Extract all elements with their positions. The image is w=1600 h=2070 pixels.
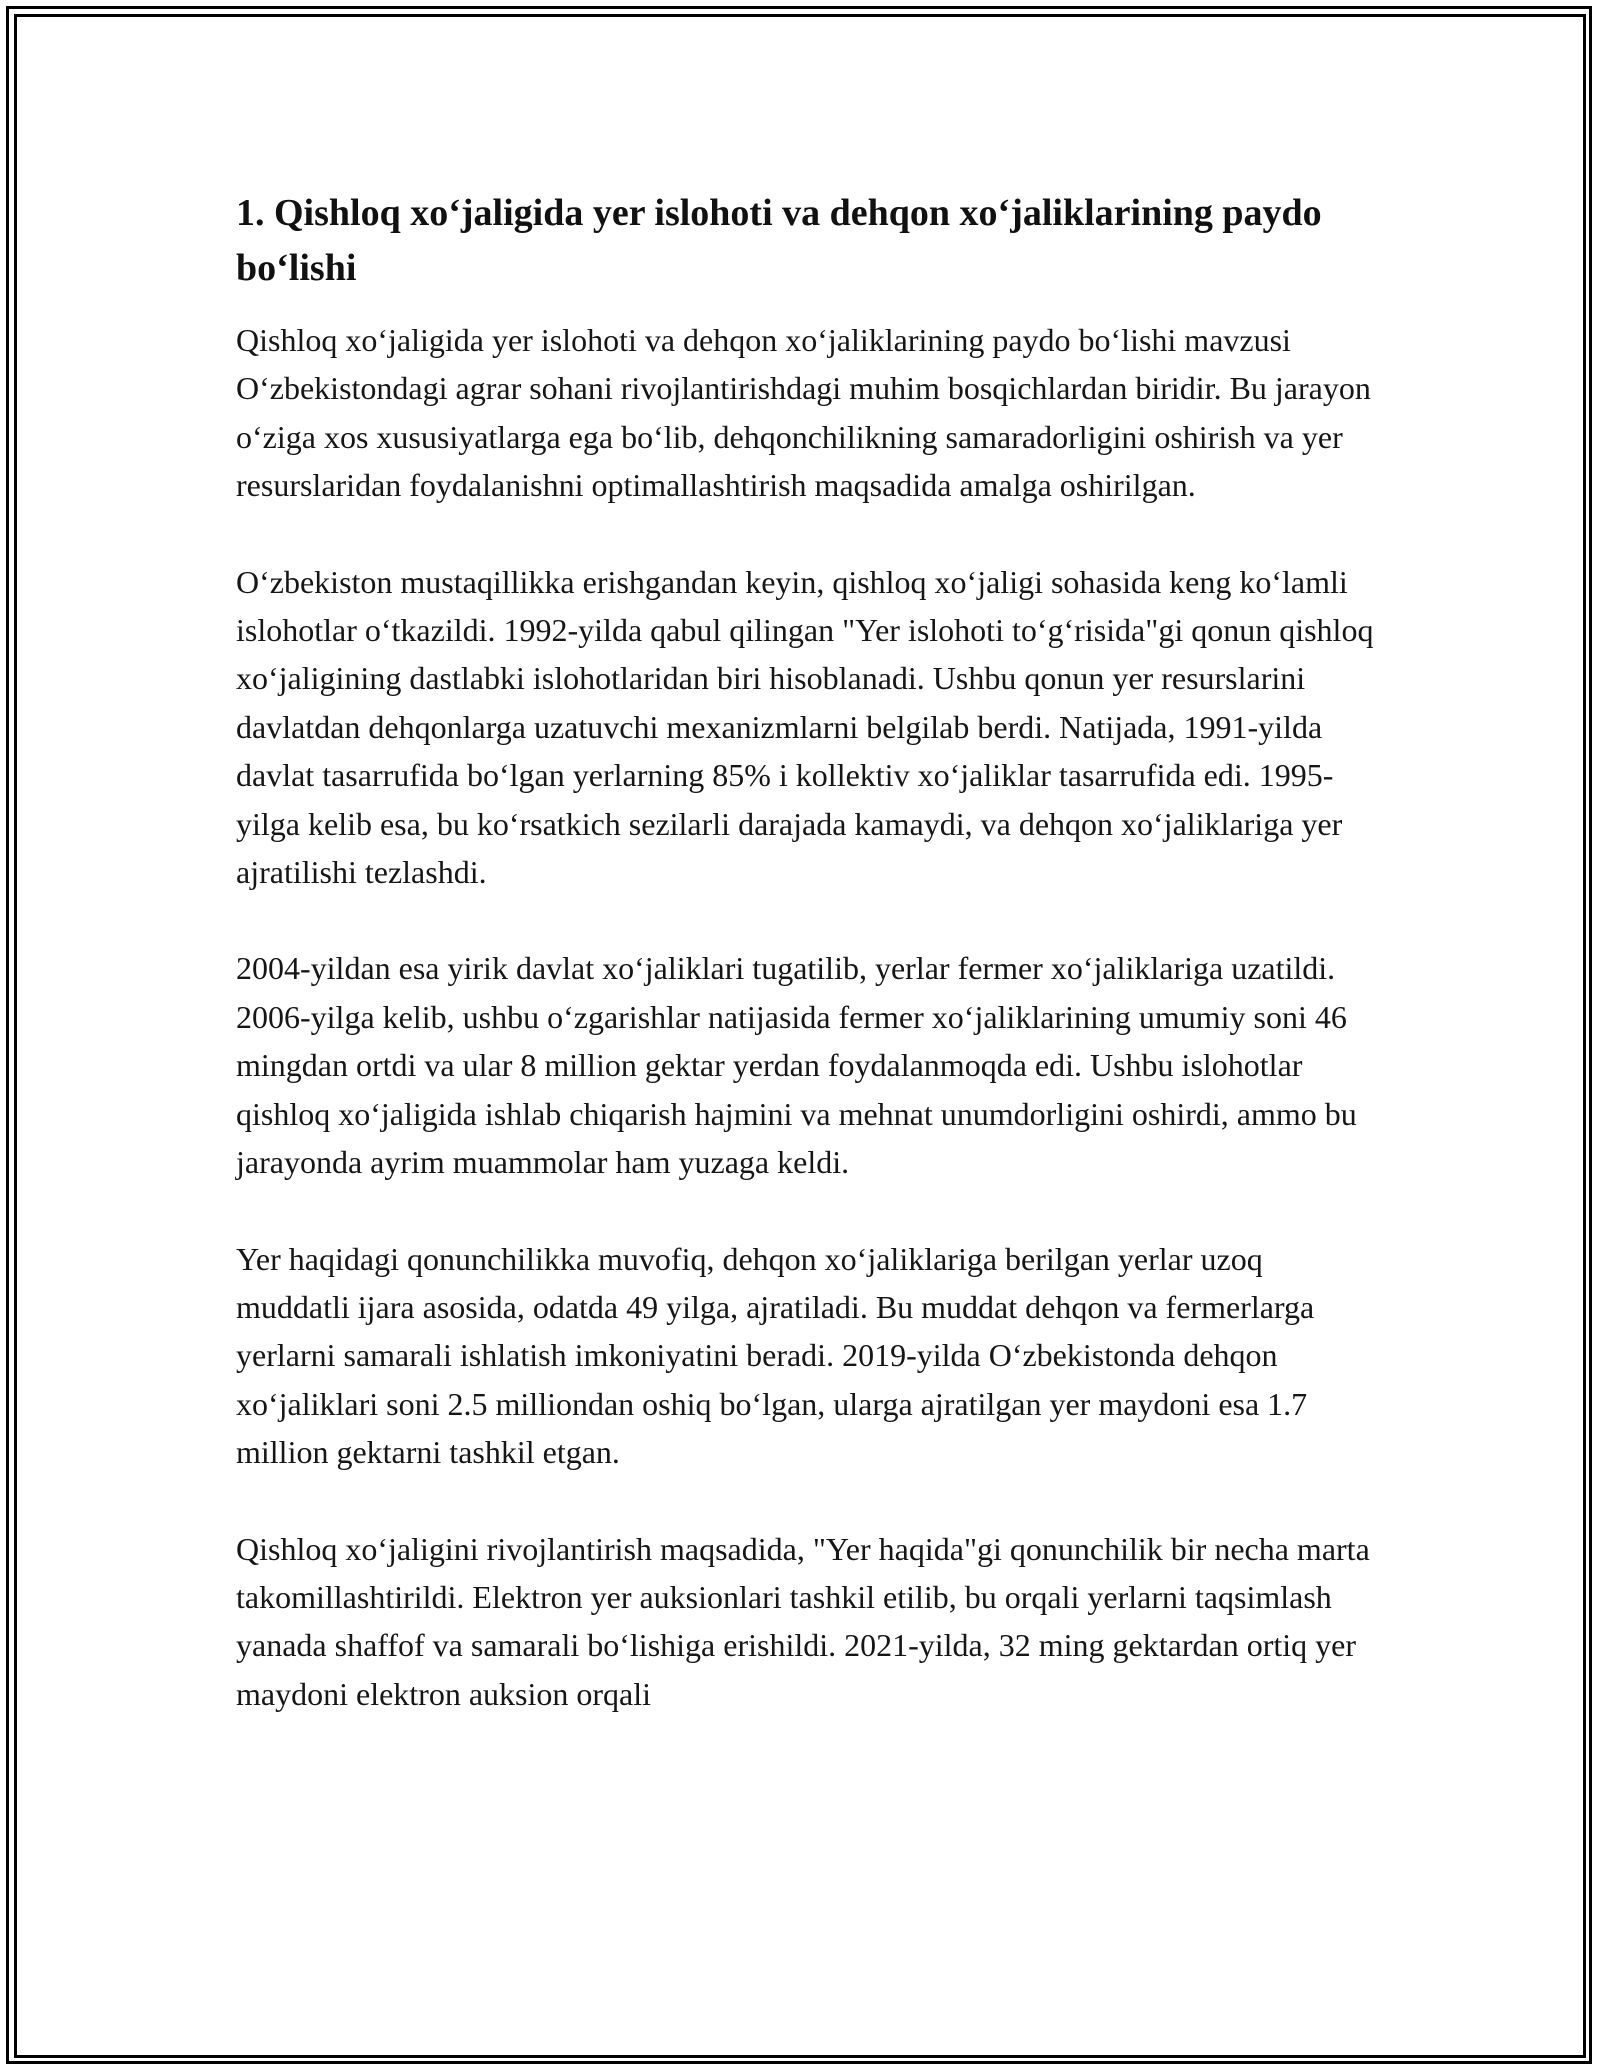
paragraph-3: 2004-yildan esa yirik davlat xo‘jaliklari tugatilib, yerlar fermer xo‘jaliklariga uzatildi. 2006-yilga kelib, ushbu o‘zgarishlar natijasida fermer xo‘jaliklarining umumiy soni 46 mingdan ortdi va ular 8 million gektar yerdan foydalanmoqda edi. Ushbu islohotlar qishloq xo‘jaligida ishlab chiqarish hajmini va mehnat unumdorligini oshirdi, ammo bu jarayonda ayrim muammolar ham yuzaga keldi. (236, 950, 1357, 1181)
paragraph-5: Qishloq xo‘jaligini rivojlantirish maqsadida, "Yer haqida"gi qonunchilik bir necha marta takomillashtirildi. Elektron yer auksionlari tashkil etilib, bu orqali yerlarni taqsimlash yanada shaffof va samarali bo‘lishiga erishildi. 2021-yilda, 32 ming gektardan ortiq yer maydoni elektron auksion orqali (236, 1530, 1370, 1712)
paragraph-2: O‘zbekiston mustaqillikka erishgandan keyin, qishloq xo‘jaligi sohasida keng ko‘lamli islohotlar o‘tkazildi. 1992-yilda qabul qilingan "Yer islohoti to‘g‘risida"gi qonun qishloq xo‘jaligining dastlabki islohotlaridan biri hisoblanadi. Ushbu qonun yer resurslarini davlatdan dehqonlarga uzatuvchi mexanizmlarni belgilab berdi. Natijada, 1991-yilda davlat tasarrufida bo‘lgan yerlarning 85% i kollektiv xo‘jaliklar tasarrufida edi. 1995-yilga kelib esa, bu ko‘rsatkich sezilarli darajada kamaydi, va dehqon xo‘jaliklariga yer ajratilishi tezlashdi. (236, 563, 1374, 891)
paragraph-4: Yer haqidagi qonunchilikka muvofiq, dehqon xo‘jaliklariga berilgan yerlar uzoq muddatli ijara asosida, odatda 49 yilga, ajratiladi. Bu muddat dehqon va fermerlarga yerlarni samarali ishlatish imkoniyatini beradi. 2019-yilda O‘zbekistonda dehqon xo‘jaliklari soni 2.5 milliondan oshiq bo‘lgan, ularga ajratilgan yer maydoni esa 1.7 million gektarni tashkil etgan. (236, 1240, 1315, 1471)
section-heading: 1. Qishloq xo‘jaligida yer islohoti va dehqon xo‘jaliklarining paydo bo‘lishi (236, 192, 1322, 289)
document-page (236, 186, 1376, 1718)
paragraph-1: Qishloq xo‘jaligida yer islohoti va dehqon xo‘jaliklarining paydo bo‘lishi mavzusi O‘zbekistondagi agrar sohani rivojlantirishdagi muhim bosqichlardan biridir. Bu jarayon o‘ziga xos xususiyatlarga ega bo‘lib, dehqonchilikning samaradorligini oshirish va yer resurslaridan foydalanishni optimallashtirish maqsadida amalga oshirilgan. (236, 322, 1371, 504)
